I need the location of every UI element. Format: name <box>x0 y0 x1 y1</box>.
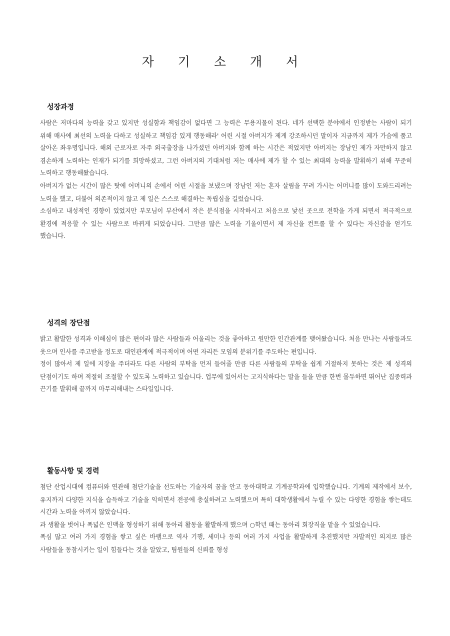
paragraph: 아버지가 없는 시간이 많은 탓에 어머니의 손에서 어린 시절을 보냈으며 장남인 저는 혼자 살림을 꾸려 가시는 어머니를 많이 도와드리려는 노력을 했고, 더불어 의존적이지 않고 제 일은 스스로 해결하는 독립심을 길렀습니다. <box>40 182 412 203</box>
section-heading: 활동사항 및 경력 <box>47 467 100 475</box>
paragraph: 첨단 산업시대에 컴퓨터와 연관해 첨단기술을 선도하는 기술자의 꿈을 안고 동아대학교 기계공학과에 입학했습니다. 기계의 제작에서 보수, 유지까지 다양한 지식을 습득하고 기술을 익히면서 전공에 충실하려고 노력했으며 특히 대학생활에서 누릴 수 있는 다양한 경험을 쌓는데도 시간과 노력을 아끼지 않았습니다. <box>40 484 412 517</box>
paragraph: 사람은 저마다의 능력을 갖고 있지만 성실함과 책임감이 없다면 그 능력은 무용지물이 된다. 네가 선택한 분야에서 인정받는 사람이 되기 위해 매사에 최선의 노력을 다하고 성실하고 책임감 있게 행동해라' 어린 시절 아버지가 제게 강조하시던 말이자 지금까지 제가 가슴에 품고 살아온 좌우명입니다. 해외 근로자로 자주 외국출장을 나가셨던 아버지와 함께 하는 시간은 적었지만 아버지는 장남인 제가 자만하지 않고 겸손하게 노력하는 인재가 되기를 희망하셨고, 그런 아버지의 기대처럼 저는 매사에 제가 할 수 있는 최대의 능력을 발휘하기 위해 꾸준히 노력하고 행동해왔습니다. <box>40 120 412 178</box>
section-heading: 성격의 장단점 <box>47 319 91 327</box>
section-personality <box>40 318 412 397</box>
paragraph: 소심하고 내성적인 경향이 있었지만 부모님이 부산에서 작은 분식점을 시작하시고 처음으로 낯선 곳으로 전학을 가게 되면서 적극적으로 환경에 적응할 수 있는 사람으로 바뀌게 되었습니다. 그만큼 많은 노력을 기울이면서 제 자신을 컨트롤 할 수 있다는 자신감을 얻기도 했습니다. <box>40 208 412 241</box>
paragraph: 정이 많아서 제 일에 지장을 주더라도 다른 사람의 부탁을 먼저 들어줄 만큼 다른 사람들의 부탁을 쉽게 거절하지 못하는 것은 제 성격의 단점이기도 하며 적절히 조절할 수 있도록 노력하고 있습니다. 업무에 있어서는 고지식하다는 말을 들을 만큼 한번 몰두하면 뛰어난 집중력과 끈기를 발휘해 끝까지 마무리해내는 스타일입니다. <box>40 361 412 394</box>
paragraph: 폭심 많고 여러 가지 경험을 쌓고 싶은 바램으로 역사 기행, 세미나 등의 여러 가지 사업을 활발하게 추진했지만 자발적인 의지로 많은 사람들을 동참시키는 일이 힘들다는 것을 알았고, 팀원들의 신뢰를 형성 <box>40 534 412 554</box>
section-heading: 성장과정 <box>47 103 75 111</box>
section-activities <box>40 466 412 558</box>
section-growth <box>40 102 412 244</box>
paragraph: 과 생활을 벗어나 폭넓은 인맥을 형성하기 위해 동아리 활동을 활발하게 했으며 ○학년 때는 동아리 회장직을 맡을 수 있었습니다. <box>40 521 381 529</box>
document-title: 자 기 소 개 서 <box>141 54 309 69</box>
paragraph: 밝고 활발한 성격과 이해심이 많은 편이라 많은 사람들과 어울리는 것을 좋아하고 원만한 인간관계를 맺어왔습니다. 처음 만나는 사람들과도 웃으며 인사를 주고받을 정도로 대인관계에 적극적이며 어떤 자리든 모임의 분위기를 주도하는 편입니다. <box>40 336 412 356</box>
